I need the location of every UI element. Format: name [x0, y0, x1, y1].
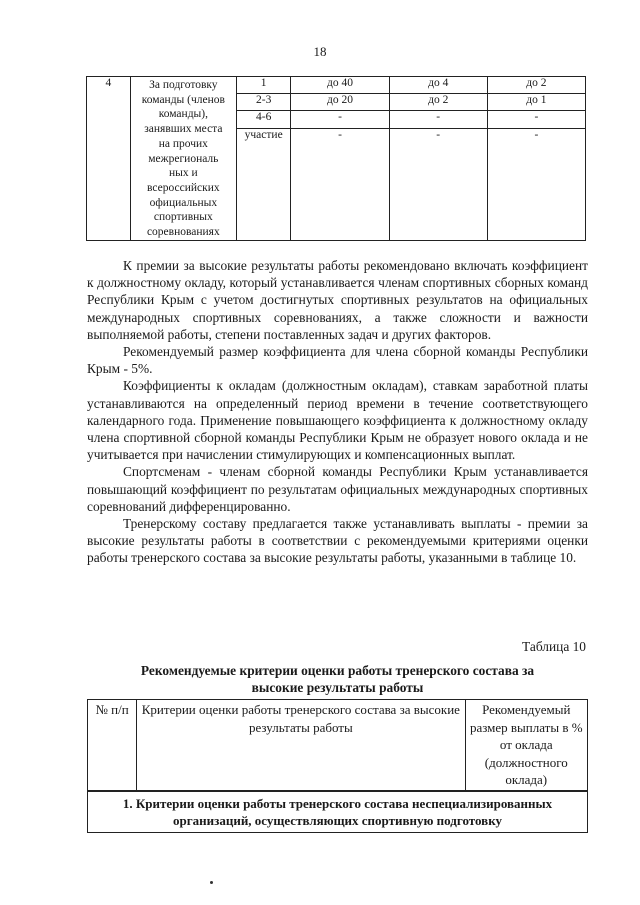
scan-dot [210, 881, 213, 884]
value-cell: - [487, 128, 585, 240]
value-cell: до 4 [389, 77, 487, 94]
category-cell [130, 77, 236, 241]
category-line: ных и [169, 167, 198, 180]
place-cell: участие [236, 128, 291, 240]
category-line: межрегиональ [148, 152, 219, 165]
paragraph: Спортсменам - членам сборной команды Республики Крым устанавливается повышающий коэффициент по результатам официальных международных спортивных соревнований дифференцированно. [87, 464, 588, 514]
category-line: на прочих [158, 137, 208, 150]
value-cell: до 1 [487, 94, 585, 111]
place-cell: 2-3 [236, 94, 291, 111]
page-number: 18 [313, 44, 327, 59]
place-cell: 4-6 [236, 111, 291, 128]
paragraph: Тренерскому составу предлагается также устанавливать выплаты - премии за высокие результаты работы в соответствии с рекомендуемыми критериями оценки работы тренерского состава за высокие результаты работы, указанными в таблице 10. [87, 516, 588, 566]
criteria-table [87, 699, 588, 833]
category-line: занявших места [144, 123, 223, 136]
value-cell: - [291, 111, 389, 128]
value-cell: до 2 [487, 77, 585, 94]
table-row [87, 77, 586, 94]
value-cell: - [291, 128, 389, 240]
paragraph: Рекомендуемый размер коэффициента для члена сборной команды Республики Крым - 5%. [87, 344, 588, 377]
category-line: официальных [149, 196, 218, 209]
category-line: команды), [158, 108, 208, 121]
value-cell: до 2 [389, 94, 487, 111]
results-coefficient-table [86, 76, 586, 241]
column-header-payment: Рекомендуемый размер выплаты в % от оклада (должностного оклада) [465, 700, 588, 791]
category-line: спортивных [153, 211, 213, 224]
section-heading: 1. Критерии оценки работы тренерского состава неспециализированных организаций, осуществляющих спортивную подготовку [88, 791, 588, 833]
paragraph: К премии за высокие результаты работы рекомендовано включать коэффициент к должностному окладу, который устанавливается членам спортивных сборных команд Республики Крым с учетом достигнутых спортивных результатов на официальных международных спортивных соревнованиях, а также сложности и важности выполняемой работы, степени поставленных задач и других факторов. [87, 258, 588, 342]
row-number-cell: 4 [87, 77, 131, 241]
table-row [88, 791, 588, 833]
category-line: За подготовку [149, 79, 218, 91]
place-cell: 1 [236, 77, 291, 94]
value-cell: - [389, 111, 487, 128]
category-line: команды (членов [141, 93, 225, 106]
paragraph: Коэффициенты к окладам (должностным окладам), ставкам заработной платы устанавливаются на определенный период времени в течение соответствующего календарного года. Применение повышающего коэффициента к должностному окладу члена спортивной сборной команды Республики Крым не образует нового оклада и не учитывается при начислении стимулирующих и компенсационных выплат. [87, 378, 588, 463]
column-header-criteria: Критерии оценки работы тренерского состава за высокие результаты работы [137, 700, 465, 791]
body-text [87, 257, 588, 567]
table-title [87, 662, 588, 696]
category-line: всероссийских [147, 181, 220, 194]
table-header-row [88, 700, 588, 791]
table-title-line: Рекомендуемые критерии оценки работы тренерского состава за [140, 663, 535, 678]
table-label: Таблица 10 [522, 639, 586, 654]
category-line: соревнованиях [146, 226, 220, 239]
value-cell: до 20 [291, 94, 389, 111]
value-cell: - [487, 111, 585, 128]
value-cell: - [389, 128, 487, 240]
column-header-number: № п/п [88, 700, 137, 791]
value-cell: до 40 [291, 77, 389, 94]
table-title-line: высокие результаты работы [251, 680, 424, 695]
